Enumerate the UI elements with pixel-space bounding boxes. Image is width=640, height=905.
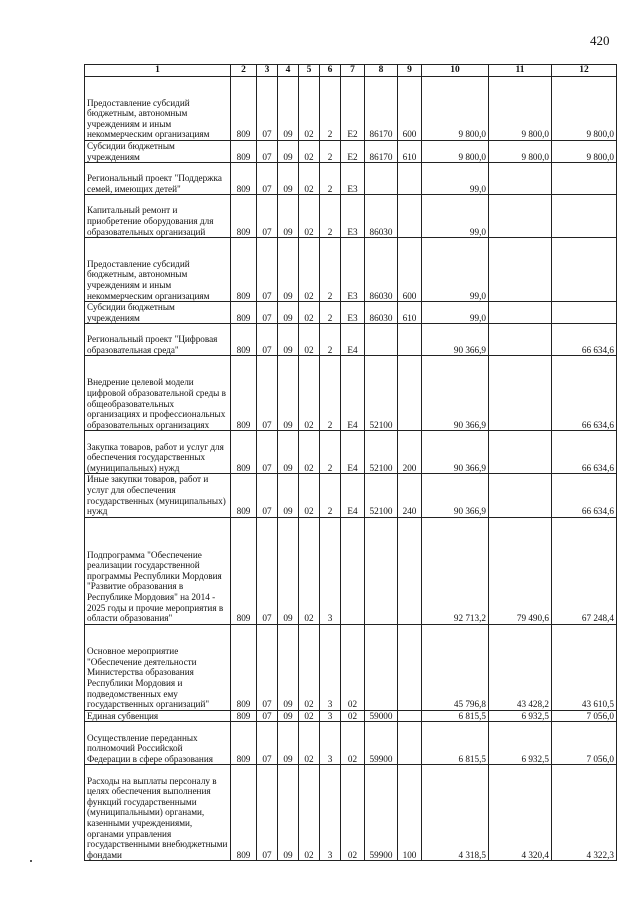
table-row — [85, 195, 617, 238]
table-row — [85, 302, 617, 324]
table-cell-c5: 02 — [299, 195, 320, 238]
row-name-cell: Подпрограмма "Обеспечение реализации государственной программы Республики Мордовия "Развитие образования в Республике Мордовия" на 2014 - 2025 годы и прочие мероприятия в области образования" — [85, 517, 231, 624]
column-header: 8 — [365, 65, 398, 77]
table-cell-c12: 66 634,6 — [552, 356, 617, 431]
table-cell-c2: 809 — [231, 765, 257, 861]
table-cell-c2: 809 — [231, 324, 257, 356]
table-cell-c12: 66 634,6 — [552, 474, 617, 517]
table-cell-c4: 09 — [278, 77, 299, 141]
table-row — [85, 324, 617, 356]
table-cell-c10: 99,0 — [422, 238, 489, 302]
table-cell-c6: 2 — [320, 195, 341, 238]
row-name-cell: Региональный проект "Цифровая образовательная среда" — [85, 324, 231, 356]
table-cell-c11 — [489, 474, 552, 517]
table-cell-c9: 600 — [398, 238, 422, 302]
row-name-cell: Осуществление переданных полномочий Российской Федерации в сфере образования — [85, 722, 231, 765]
table-cell-c12: 4 322,3 — [552, 765, 617, 861]
table-cell-c11: 9 800,0 — [489, 141, 552, 163]
table-cell-c3: 07 — [257, 431, 278, 474]
table-cell-c10: 90 366,9 — [422, 324, 489, 356]
table-cell-c5: 02 — [299, 624, 320, 710]
table-cell-c2: 809 — [231, 710, 257, 722]
table-cell-c10: 90 366,9 — [422, 431, 489, 474]
table-cell-c11: 4 320,4 — [489, 765, 552, 861]
table-cell-c4: 09 — [278, 356, 299, 431]
row-name-cell: Субсидии бюджетным учреждениям — [85, 302, 231, 324]
table-cell-c8: 59900 — [365, 765, 398, 861]
table-cell-c6: 2 — [320, 356, 341, 431]
table-cell-c8: 86030 — [365, 238, 398, 302]
table-cell-c7: E3 — [341, 163, 365, 195]
column-header: 7 — [341, 65, 365, 77]
column-header: 12 — [552, 65, 617, 77]
table-cell-c2: 809 — [231, 141, 257, 163]
table-cell-c2: 809 — [231, 431, 257, 474]
column-header: 9 — [398, 65, 422, 77]
column-header: 5 — [299, 65, 320, 77]
table-cell-c6: 2 — [320, 474, 341, 517]
table-cell-c3: 07 — [257, 356, 278, 431]
table-cell-c5: 02 — [299, 431, 320, 474]
column-header: 3 — [257, 65, 278, 77]
table-cell-c6: 2 — [320, 141, 341, 163]
table-cell-c4: 09 — [278, 431, 299, 474]
table-cell-c3: 07 — [257, 324, 278, 356]
table-row — [85, 517, 617, 624]
table-cell-c8: 52100 — [365, 431, 398, 474]
table-row — [85, 77, 617, 141]
table-cell-c9 — [398, 517, 422, 624]
table-cell-c12: 9 800,0 — [552, 141, 617, 163]
table-cell-c5: 02 — [299, 302, 320, 324]
table-cell-c9 — [398, 356, 422, 431]
table-cell-c2: 809 — [231, 722, 257, 765]
table-cell-c11: 9 800,0 — [489, 77, 552, 141]
table-cell-c11: 79 490,6 — [489, 517, 552, 624]
column-header: 1 — [85, 65, 231, 77]
table-cell-c9: 200 — [398, 431, 422, 474]
table-cell-c8: 59900 — [365, 722, 398, 765]
column-header: 11 — [489, 65, 552, 77]
table-cell-c7: E4 — [341, 356, 365, 431]
table-cell-c6: 2 — [320, 163, 341, 195]
table-cell-c3: 07 — [257, 517, 278, 624]
table-cell-c4: 09 — [278, 474, 299, 517]
table-cell-c8: 52100 — [365, 474, 398, 517]
table-cell-c5: 02 — [299, 765, 320, 861]
table-cell-c7 — [341, 517, 365, 624]
table-cell-c5: 02 — [299, 141, 320, 163]
table-cell-c7: E4 — [341, 324, 365, 356]
row-name-cell: Расходы на выплаты персоналу в целях обеспечения выполнения функций государственными (муниципальными) органами, казенными учреждениями, органами управления государственными внебюджетными фондами — [85, 765, 231, 861]
table-cell-c5: 02 — [299, 77, 320, 141]
table-cell-c3: 07 — [257, 302, 278, 324]
table-cell-c4: 09 — [278, 722, 299, 765]
column-header: 4 — [278, 65, 299, 77]
table-cell-c5: 02 — [299, 163, 320, 195]
table-cell-c3: 07 — [257, 141, 278, 163]
table-cell-c2: 809 — [231, 356, 257, 431]
table-cell-c12: 7 056,0 — [552, 710, 617, 722]
table-cell-c9: 600 — [398, 77, 422, 141]
column-header: 10 — [422, 65, 489, 77]
table-cell-c8: 52100 — [365, 356, 398, 431]
table-cell-c10: 90 366,9 — [422, 356, 489, 431]
table-cell-c5: 02 — [299, 238, 320, 302]
table-cell-c6: 2 — [320, 302, 341, 324]
row-name-cell: Капитальный ремонт и приобретение оборудования для образовательных организаций — [85, 195, 231, 238]
table-cell-c8: 59000 — [365, 710, 398, 722]
table-cell-c4: 09 — [278, 710, 299, 722]
table-cell-c9 — [398, 163, 422, 195]
row-name-cell: Предоставление субсидий бюджетным, автономным учреждениям и иным некоммерческим организациям — [85, 77, 231, 141]
table-cell-c9 — [398, 324, 422, 356]
table-row — [85, 238, 617, 302]
table-cell-c3: 07 — [257, 77, 278, 141]
table-cell-c8: 86030 — [365, 302, 398, 324]
table-cell-c12: 67 248,4 — [552, 517, 617, 624]
table-cell-c4: 09 — [278, 517, 299, 624]
table-cell-c4: 09 — [278, 141, 299, 163]
table-cell-c7: E2 — [341, 77, 365, 141]
table-cell-c11: 6 932,5 — [489, 722, 552, 765]
table-cell-c9: 100 — [398, 765, 422, 861]
table-cell-c7: 02 — [341, 722, 365, 765]
table-cell-c10: 90 366,9 — [422, 474, 489, 517]
table-row — [85, 163, 617, 195]
table-row — [85, 431, 617, 474]
table-cell-c12 — [552, 195, 617, 238]
table-cell-c4: 09 — [278, 195, 299, 238]
table-cell-c4: 09 — [278, 324, 299, 356]
table-cell-c9: 240 — [398, 474, 422, 517]
table-cell-c3: 07 — [257, 238, 278, 302]
table-cell-c6: 2 — [320, 77, 341, 141]
table-cell-c10: 99,0 — [422, 163, 489, 195]
table-cell-c2: 809 — [231, 624, 257, 710]
table-cell-c8 — [365, 163, 398, 195]
table-cell-c3: 07 — [257, 710, 278, 722]
row-name-cell: Иные закупки товаров, работ и услуг для обеспечения государственных (муниципальных) нужд — [85, 474, 231, 517]
table-cell-c5: 02 — [299, 710, 320, 722]
table-cell-c9: 610 — [398, 302, 422, 324]
table-cell-c12: 66 634,6 — [552, 431, 617, 474]
table-row — [85, 765, 617, 861]
table-cell-c12: 66 634,6 — [552, 324, 617, 356]
table-row — [85, 710, 617, 722]
table-row — [85, 624, 617, 710]
row-name-cell: Единая субвенция — [85, 710, 231, 722]
table-cell-c7: 02 — [341, 765, 365, 861]
row-name-cell: Субсидии бюджетным учреждениям — [85, 141, 231, 163]
table-cell-c8: 86030 — [365, 195, 398, 238]
table-cell-c6: 2 — [320, 431, 341, 474]
table-cell-c3: 07 — [257, 624, 278, 710]
table-cell-c8 — [365, 624, 398, 710]
table-cell-c9 — [398, 195, 422, 238]
table-cell-c9 — [398, 624, 422, 710]
table-cell-c10: 99,0 — [422, 302, 489, 324]
table-cell-c10: 9 800,0 — [422, 141, 489, 163]
table-cell-c5: 02 — [299, 356, 320, 431]
table-cell-c10: 92 713,2 — [422, 517, 489, 624]
table-cell-c7: E2 — [341, 141, 365, 163]
table-cell-c8: 86170 — [365, 77, 398, 141]
table-cell-c9 — [398, 710, 422, 722]
budget-table — [84, 64, 617, 861]
table-cell-c7: 02 — [341, 624, 365, 710]
scan-speck — [30, 860, 32, 862]
row-name-cell: Предоставление субсидий бюджетным, автономным учреждениям и иным некоммерческим организациям — [85, 238, 231, 302]
table-row — [85, 722, 617, 765]
table-cell-c11 — [489, 356, 552, 431]
table-cell-c11 — [489, 238, 552, 302]
table-cell-c11 — [489, 431, 552, 474]
table-cell-c10: 4 318,5 — [422, 765, 489, 861]
table-header-row — [85, 65, 617, 77]
table-cell-c2: 809 — [231, 302, 257, 324]
table-cell-c11: 43 428,2 — [489, 624, 552, 710]
table-cell-c2: 809 — [231, 77, 257, 141]
table-cell-c9: 610 — [398, 141, 422, 163]
table-cell-c12 — [552, 238, 617, 302]
table-cell-c3: 07 — [257, 474, 278, 517]
table-cell-c5: 02 — [299, 324, 320, 356]
row-name-cell: Региональный проект "Поддержка семей, имеющих детей" — [85, 163, 231, 195]
table-cell-c2: 809 — [231, 474, 257, 517]
table-cell-c4: 09 — [278, 163, 299, 195]
table-cell-c8 — [365, 517, 398, 624]
table-cell-c2: 809 — [231, 517, 257, 624]
table-cell-c2: 809 — [231, 163, 257, 195]
row-name-cell: Закупка товаров, работ и услуг для обеспечения государственных (муниципальных) нужд — [85, 431, 231, 474]
row-name-cell: Основное мероприятие "Обеспечение деятельности Министерства образования Республики Мордовия и подведомственных ему государственных организаций" — [85, 624, 231, 710]
table-cell-c10: 6 815,5 — [422, 710, 489, 722]
table-cell-c12: 7 056,0 — [552, 722, 617, 765]
table-cell-c7: 02 — [341, 710, 365, 722]
table-cell-c10: 9 800,0 — [422, 77, 489, 141]
table-cell-c12 — [552, 302, 617, 324]
row-name-cell: Внедрение целевой модели цифровой образовательной среды в общеобразовательных организациях и профессиональных образовательных организациях — [85, 356, 231, 431]
table-cell-c4: 09 — [278, 238, 299, 302]
table-cell-c6: 3 — [320, 722, 341, 765]
table-cell-c4: 09 — [278, 302, 299, 324]
table-cell-c8 — [365, 324, 398, 356]
table-cell-c6: 3 — [320, 710, 341, 722]
table-cell-c2: 809 — [231, 238, 257, 302]
table-cell-c3: 07 — [257, 195, 278, 238]
table-cell-c11 — [489, 302, 552, 324]
table-cell-c10: 45 796,8 — [422, 624, 489, 710]
table-cell-c10: 99,0 — [422, 195, 489, 238]
table-cell-c11 — [489, 324, 552, 356]
table-cell-c3: 07 — [257, 163, 278, 195]
table-cell-c11 — [489, 163, 552, 195]
table-cell-c7: E4 — [341, 431, 365, 474]
table-cell-c9 — [398, 722, 422, 765]
column-header: 6 — [320, 65, 341, 77]
table-cell-c7: E4 — [341, 474, 365, 517]
table-cell-c11: 6 932,5 — [489, 710, 552, 722]
table-cell-c7: E3 — [341, 195, 365, 238]
table-cell-c12 — [552, 163, 617, 195]
table-cell-c8: 86170 — [365, 141, 398, 163]
table-cell-c12: 43 610,5 — [552, 624, 617, 710]
table-cell-c10: 6 815,5 — [422, 722, 489, 765]
table-cell-c7: E3 — [341, 302, 365, 324]
table-cell-c5: 02 — [299, 517, 320, 624]
table-cell-c6: 2 — [320, 324, 341, 356]
table-cell-c5: 02 — [299, 722, 320, 765]
table-cell-c2: 809 — [231, 195, 257, 238]
table-cell-c5: 02 — [299, 474, 320, 517]
table-cell-c6: 3 — [320, 517, 341, 624]
table-cell-c11 — [489, 195, 552, 238]
page-number: 420 — [590, 33, 610, 48]
column-header: 2 — [231, 65, 257, 77]
table-row — [85, 356, 617, 431]
table-row — [85, 141, 617, 163]
table-cell-c6: 3 — [320, 624, 341, 710]
table-cell-c4: 09 — [278, 765, 299, 861]
table-cell-c6: 2 — [320, 238, 341, 302]
table-row — [85, 474, 617, 517]
table-cell-c3: 07 — [257, 765, 278, 861]
table-cell-c6: 3 — [320, 765, 341, 861]
table-cell-c3: 07 — [257, 722, 278, 765]
table-cell-c12: 9 800,0 — [552, 77, 617, 141]
table-cell-c7: E3 — [341, 238, 365, 302]
table-cell-c4: 09 — [278, 624, 299, 710]
